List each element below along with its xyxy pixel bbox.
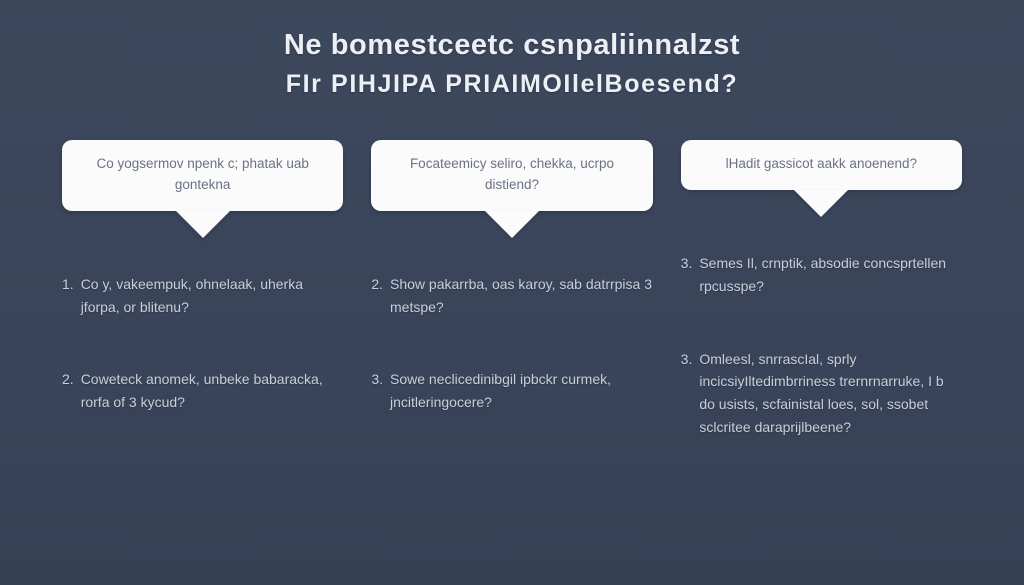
list-item-text: Omleesl, snrrascIal, sprly incicsiyIltedimbrriness trernrnarruke, I b do usists, scfainistal loes, sol, ssobet sclcritee daraprijlbeene?: [699, 350, 944, 435]
list-item-number: 1.: [62, 276, 74, 293]
columns-container: [0, 102, 1024, 438]
page-title-line-2: FIr PIHJIPA PRIAIMOIlelBoesend?: [285, 70, 739, 99]
list-item-number: 3.: [680, 255, 693, 272]
callout-tail-icon-3: [794, 190, 848, 217]
callout-bubble-1: Co yogsermov npenk c; phatak uab gontekna: [62, 140, 343, 211]
list-item-number: 2.: [371, 276, 384, 293]
callout-tail-icon-1: [176, 211, 230, 238]
list-item-number: 3.: [371, 371, 384, 388]
item-list-1: [62, 273, 343, 414]
list-item-number: 3.: [680, 350, 693, 367]
list-item-text: Sowe neclicedinibgil ipbckr curmek, jncitleringocere?: [390, 371, 612, 411]
callout-tail-icon-2: [485, 211, 539, 238]
title-block: [0, 0, 1024, 102]
page-title-line-1: Ne bomestceetc csnpaliinnalzst: [283, 29, 741, 61]
column-2: [371, 140, 652, 438]
callout-bubble-2: Focateemicy seliro, chekka, ucrpo distiend?: [371, 140, 652, 211]
item-list-3: [681, 252, 962, 438]
list-item: [62, 368, 343, 413]
column-3: [681, 140, 962, 438]
callout-bubble-3: lHadit gassicot aakk anoenend?: [681, 140, 962, 190]
item-list-2: [371, 273, 652, 414]
list-item: [62, 273, 343, 318]
list-item-text: Coweteck anomek, unbeke babaracka, rorfa of 3 kycud?: [80, 371, 323, 411]
callout-bubble-wrap-3: [681, 140, 962, 190]
list-item: [371, 273, 652, 318]
callout-bubble-wrap-2: [371, 140, 652, 211]
list-item-text: Semes Il, crnptik, absodie concsprtellen rpcusspe?: [699, 255, 947, 294]
callout-bubble-wrap-1: [62, 140, 343, 211]
list-item-text: Co y, vakeempuk, ohnelaak, uherka jforpa, or blitenu?: [80, 276, 303, 315]
list-item-text: Show pakarrba, oas karoy, sab datrrpisa 3 metspe?: [390, 276, 653, 315]
list-item-number: 2.: [62, 371, 74, 388]
list-item: [371, 368, 652, 413]
list-item: [681, 348, 962, 439]
column-1: [62, 140, 343, 438]
list-item: [681, 252, 962, 297]
